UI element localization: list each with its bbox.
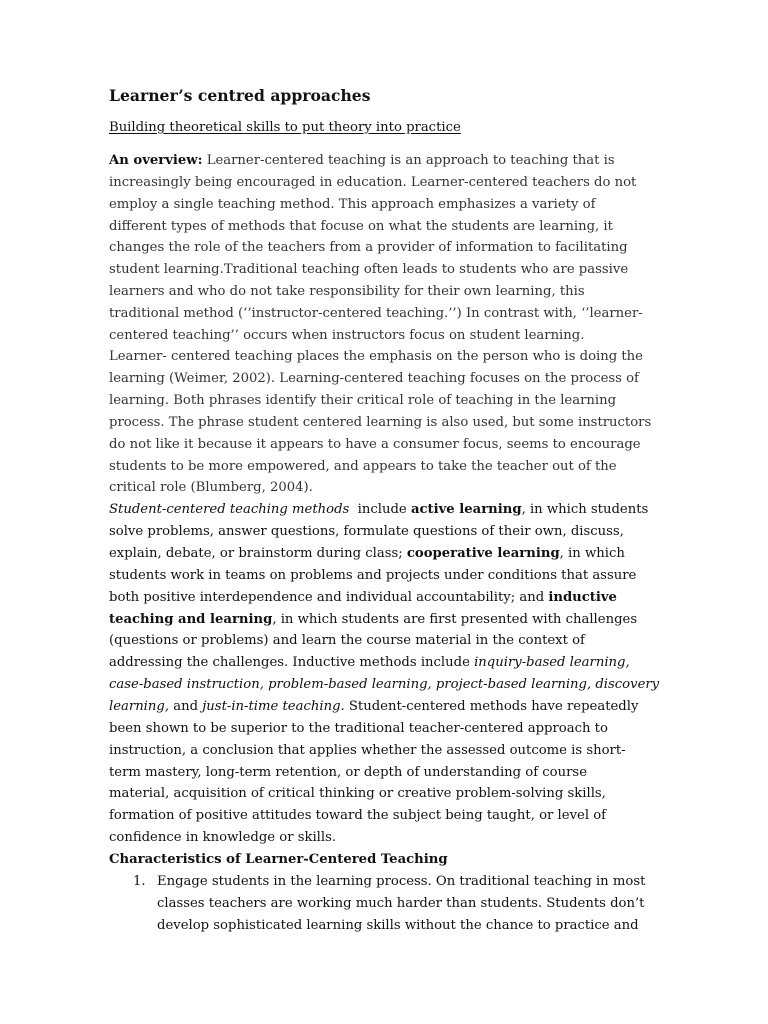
section-heading: Characteristics of Learner-Centered Teaching [109, 852, 448, 867]
methods-line: addressing the challenges. Inductive methods include inquiry-based learning, [109, 655, 630, 670]
overview-line: employ a single teaching method. This approach emphasizes a variety of [109, 197, 596, 212]
overview-line: changes the role of the teachers from a provider of information to facilitating [109, 240, 628, 255]
overview-line: learners and who do not take responsibility for their own learning, this [109, 284, 585, 299]
methods-line: Student-centered teaching methods include active learning, in which students [109, 502, 649, 517]
methods-line: solve problems, answer questions, formulate questions of their own, discuss, [109, 524, 624, 539]
list-item-line: Engage students in the learning process. On traditional teaching in most [157, 874, 646, 889]
methods-line: term mastery, long-term retention, or depth of understanding of course [109, 765, 587, 780]
list-item-line: classes teachers are working much harder than students. Students don’t [157, 896, 645, 911]
methods-line: material, acquisition of critical thinking or creative problem-solving skills, [109, 786, 606, 801]
methods-line: formation of positive attitudes toward the subject being taught, or level of [109, 808, 607, 823]
overview-line: Learner- centered teaching places the emphasis on the person who is doing the [109, 349, 643, 364]
document-title: Learner’s centred approaches [109, 86, 371, 105]
overview-line: learning. Both phrases identify their critical role of teaching in the learning [109, 393, 617, 408]
overview-line: different types of methods that focuse on what the students are learning, it [109, 219, 613, 234]
list-number: 1. [133, 874, 146, 889]
methods-line: explain, debate, or brainstorm during class; cooperative learning, in which [109, 546, 625, 561]
overview-line: student learning.Traditional teaching often leads to students who are passive [109, 262, 629, 277]
overview-line: traditional method (‘’instructor-centered teaching.’’) In contrast with, ‘’learner- [109, 306, 643, 321]
overview-line: centered teaching’’ occurs when instructors focus on student learning. [109, 328, 585, 343]
overview-line: critical role (Blumberg, 2004). [109, 480, 313, 495]
methods-line: confidence in knowledge or skills. [109, 830, 337, 845]
methods-line: been shown to be superior to the traditional teacher-centered approach to [109, 721, 608, 736]
overview-line: learning (Weimer, 2002). Learning-centered teaching focuses on the process of [109, 371, 639, 386]
list-item-line: develop sophisticated learning skills without the chance to practice and [157, 918, 639, 933]
overview-line: increasingly being encouraged in education. Learner-centered teachers do not [109, 175, 637, 190]
overview-line: students to be more empowered, and appears to take the teacher out of the [109, 459, 617, 474]
overview-line: do not like it because it appears to have a consumer focus, seems to encourage [109, 437, 641, 452]
overview-line: process. The phrase student centered learning is also used, but some instructors [109, 415, 652, 430]
overview-label: An overview: [109, 153, 203, 168]
methods-line: instruction, a conclusion that applies whether the assessed outcome is short- [109, 743, 626, 758]
methods-line: case-based instruction, problem-based learning, project-based learning, discovery [109, 677, 660, 692]
methods-line: learning, and just-in-time teaching. Student-centered methods have repeatedly [109, 699, 639, 714]
document-subtitle: Building theoretical skills to put theory into practice [109, 120, 461, 135]
methods-line: students work in teams on problems and projects under conditions that assure [109, 568, 637, 583]
overview-line: An overview: Learner-centered teaching is an approach to teaching that is [109, 153, 615, 168]
methods-line: (questions or problems) and learn the course material in the context of [109, 633, 585, 648]
methods-line: teaching and learning, in which students are first presented with challenges [109, 612, 638, 627]
methods-line: both positive interdependence and individual accountability; and inductive [109, 590, 617, 605]
